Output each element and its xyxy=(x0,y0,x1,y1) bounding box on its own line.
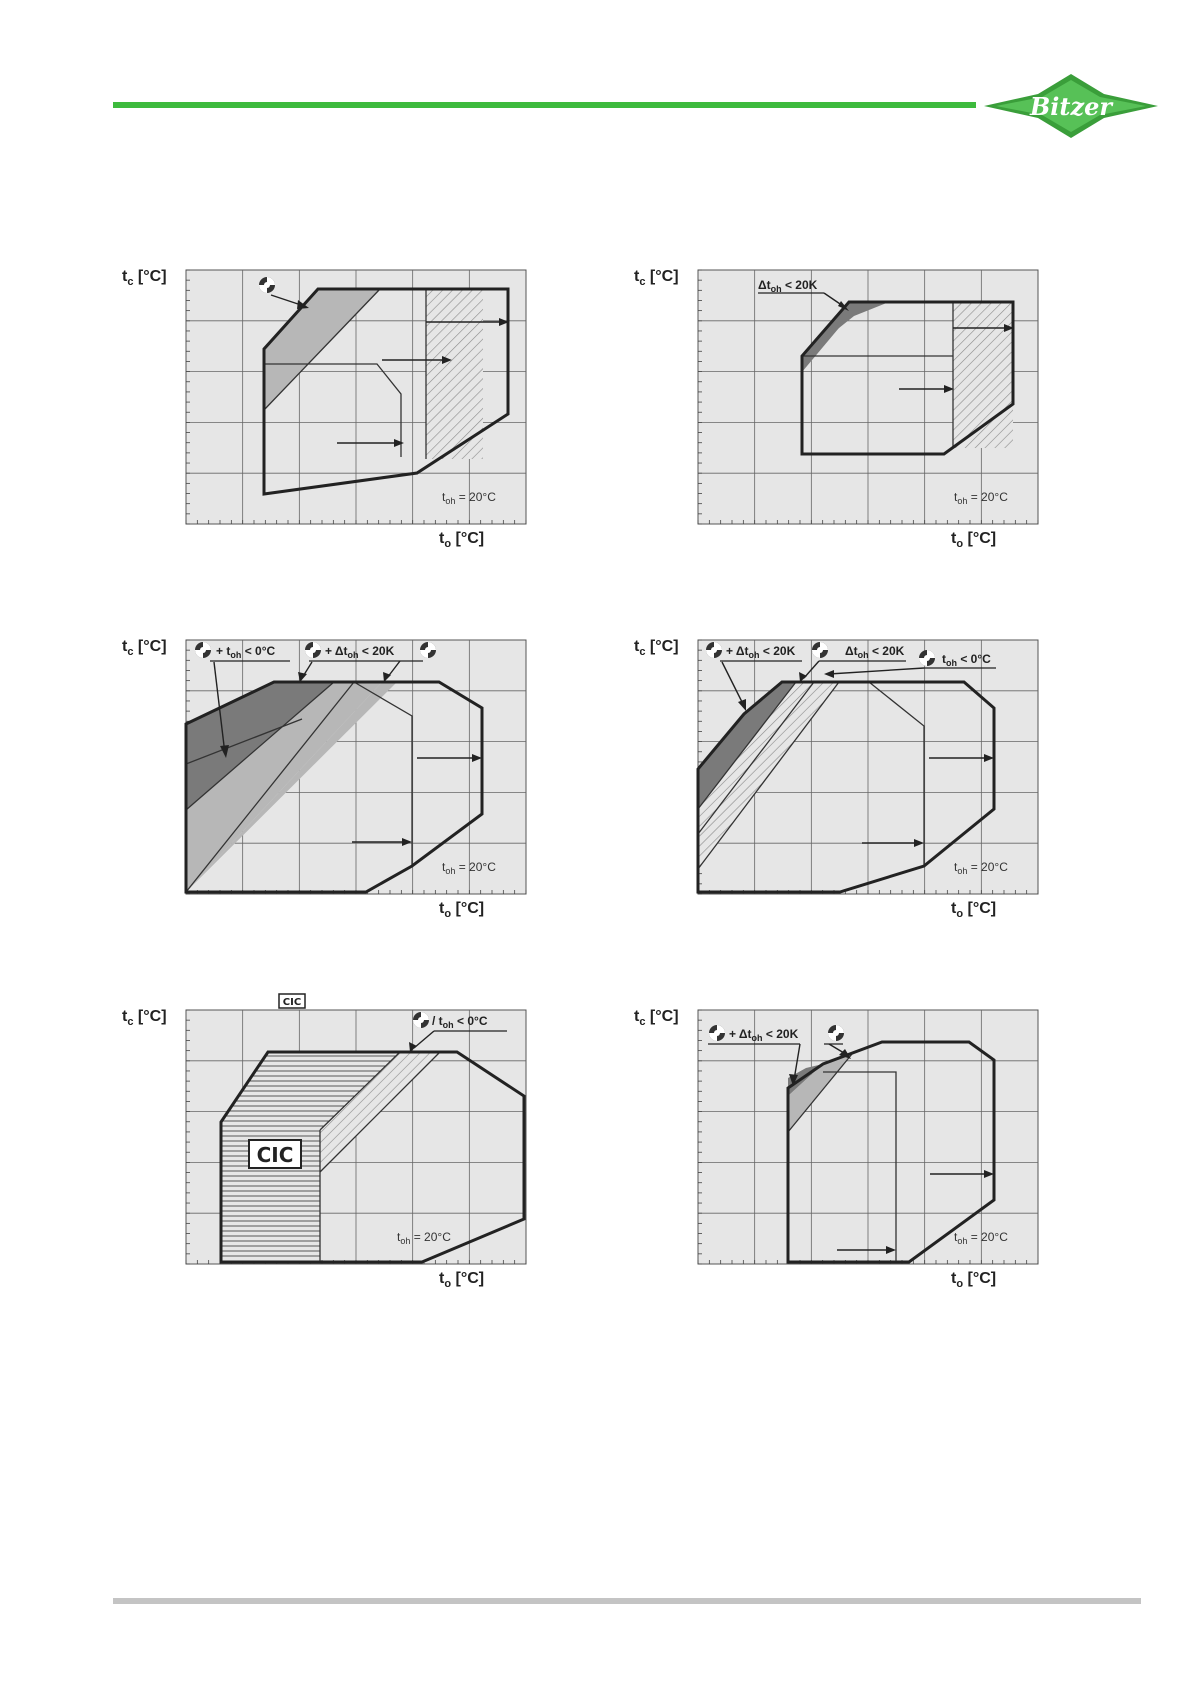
svg-text:to [°C]: $t_o$ [°C] xyxy=(951,530,997,550)
fan-icon xyxy=(828,1025,844,1041)
svg-text:toh = 20°C: $t_{oh} = 20^\circ C$ xyxy=(442,860,496,876)
svg-text:to [°C]: $t_o$ [°C] xyxy=(439,1270,485,1290)
svg-text:toh = 20°C: $t_{oh} = 20^\circ C$ xyxy=(397,1230,451,1246)
fan-icon xyxy=(259,277,275,293)
envelope-diagram-6-svg xyxy=(624,1004,1084,1324)
fan-icon xyxy=(706,642,722,658)
header-green-line xyxy=(113,102,976,108)
svg-text:Δtoh < 20K: $\Delta t_{oh} < 20K$ xyxy=(845,644,905,660)
envelope-diagram-3-svg xyxy=(112,634,572,954)
svg-text:CIC: CIC xyxy=(256,1143,294,1167)
svg-text:to [°C]: $t_o$ [°C] xyxy=(951,1270,997,1290)
fan-icon xyxy=(812,642,828,658)
svg-text:tc [°C]: $t_c$ [°C] xyxy=(122,638,167,658)
fan-icon xyxy=(420,642,436,658)
svg-text:tc [°C]: $t_c$ [°C] xyxy=(634,1008,679,1028)
svg-text:CIC: CIC xyxy=(282,997,302,1008)
envelope-diagram-4 xyxy=(624,634,1084,954)
envelope-diagram-1 xyxy=(112,264,572,584)
cic-badge xyxy=(249,1140,301,1168)
svg-text:+ Δtoh < 20K: + $\Delta t_{oh} < 20K$ xyxy=(729,1027,799,1043)
fan-icon xyxy=(195,642,211,658)
svg-text:tc [°C]: $t_c$ [°C] xyxy=(122,268,167,288)
svg-text:toh = 20°C: $t_{oh} = 20^\circ C$ xyxy=(954,490,1008,506)
envelope-diagram-3 xyxy=(112,634,572,954)
fan-icon xyxy=(919,650,935,666)
svg-text:tc [°C]: $t_c$ [°C] xyxy=(634,638,679,658)
cic-badge-small xyxy=(279,994,305,1008)
envelope-diagram-6 xyxy=(624,1004,1084,1324)
svg-text:toh = 20°C: $t_{oh} = 20^\circ C$ xyxy=(442,490,496,506)
svg-text:+ toh < 0°C: + $t_{oh} < 0^\circ C$ xyxy=(216,644,276,660)
svg-text:to [°C]: $t_o$ [°C] xyxy=(439,530,485,550)
svg-text:+ Δtoh < 20K: + $\Delta t_{oh} < 20K$ xyxy=(325,644,395,660)
envelope-diagram-5 xyxy=(112,997,572,1324)
svg-text:Bitzer: Bitzer xyxy=(1029,92,1113,121)
svg-text:toh = 20°C: $t_{oh} = 20^\circ C$ xyxy=(954,1230,1008,1246)
svg-text:toh < 0°C: $t_{oh} < 0^\circ C$ xyxy=(942,652,991,668)
svg-text:to [°C]: $t_o$ [°C] xyxy=(439,900,485,920)
footer-gray-line xyxy=(113,1598,1141,1604)
svg-text:to [°C]: $t_o$ [°C] xyxy=(951,900,997,920)
envelope-diagram-2-svg xyxy=(624,264,1084,584)
fan-icon xyxy=(305,642,321,658)
bitzer-logo xyxy=(982,74,1160,138)
envelope-diagram-2 xyxy=(624,264,1084,584)
svg-text:Δtoh < 20K: $\Delta t_{oh} < 20K$ xyxy=(758,278,818,294)
svg-text:tc [°C]: $t_c$ [°C] xyxy=(634,268,679,288)
envelope-diagram-1-svg xyxy=(112,264,572,584)
envelope-diagram-5-svg xyxy=(112,997,572,1324)
fan-icon xyxy=(709,1025,725,1041)
svg-text:toh = 20°C: $t_{oh} = 20^\circ C$ xyxy=(954,860,1008,876)
svg-text:tc [°C]: $t_c$ [°C] xyxy=(122,1008,167,1028)
envelope-diagram-4-svg xyxy=(624,634,1084,954)
svg-text:+ Δtoh < 20K: + $\Delta t_{oh} < 20K$ xyxy=(726,644,796,660)
fan-icon xyxy=(413,1012,429,1028)
svg-text:/ toh < 0°C: / $t_{oh} < 0^\circ C$ xyxy=(432,1014,488,1030)
